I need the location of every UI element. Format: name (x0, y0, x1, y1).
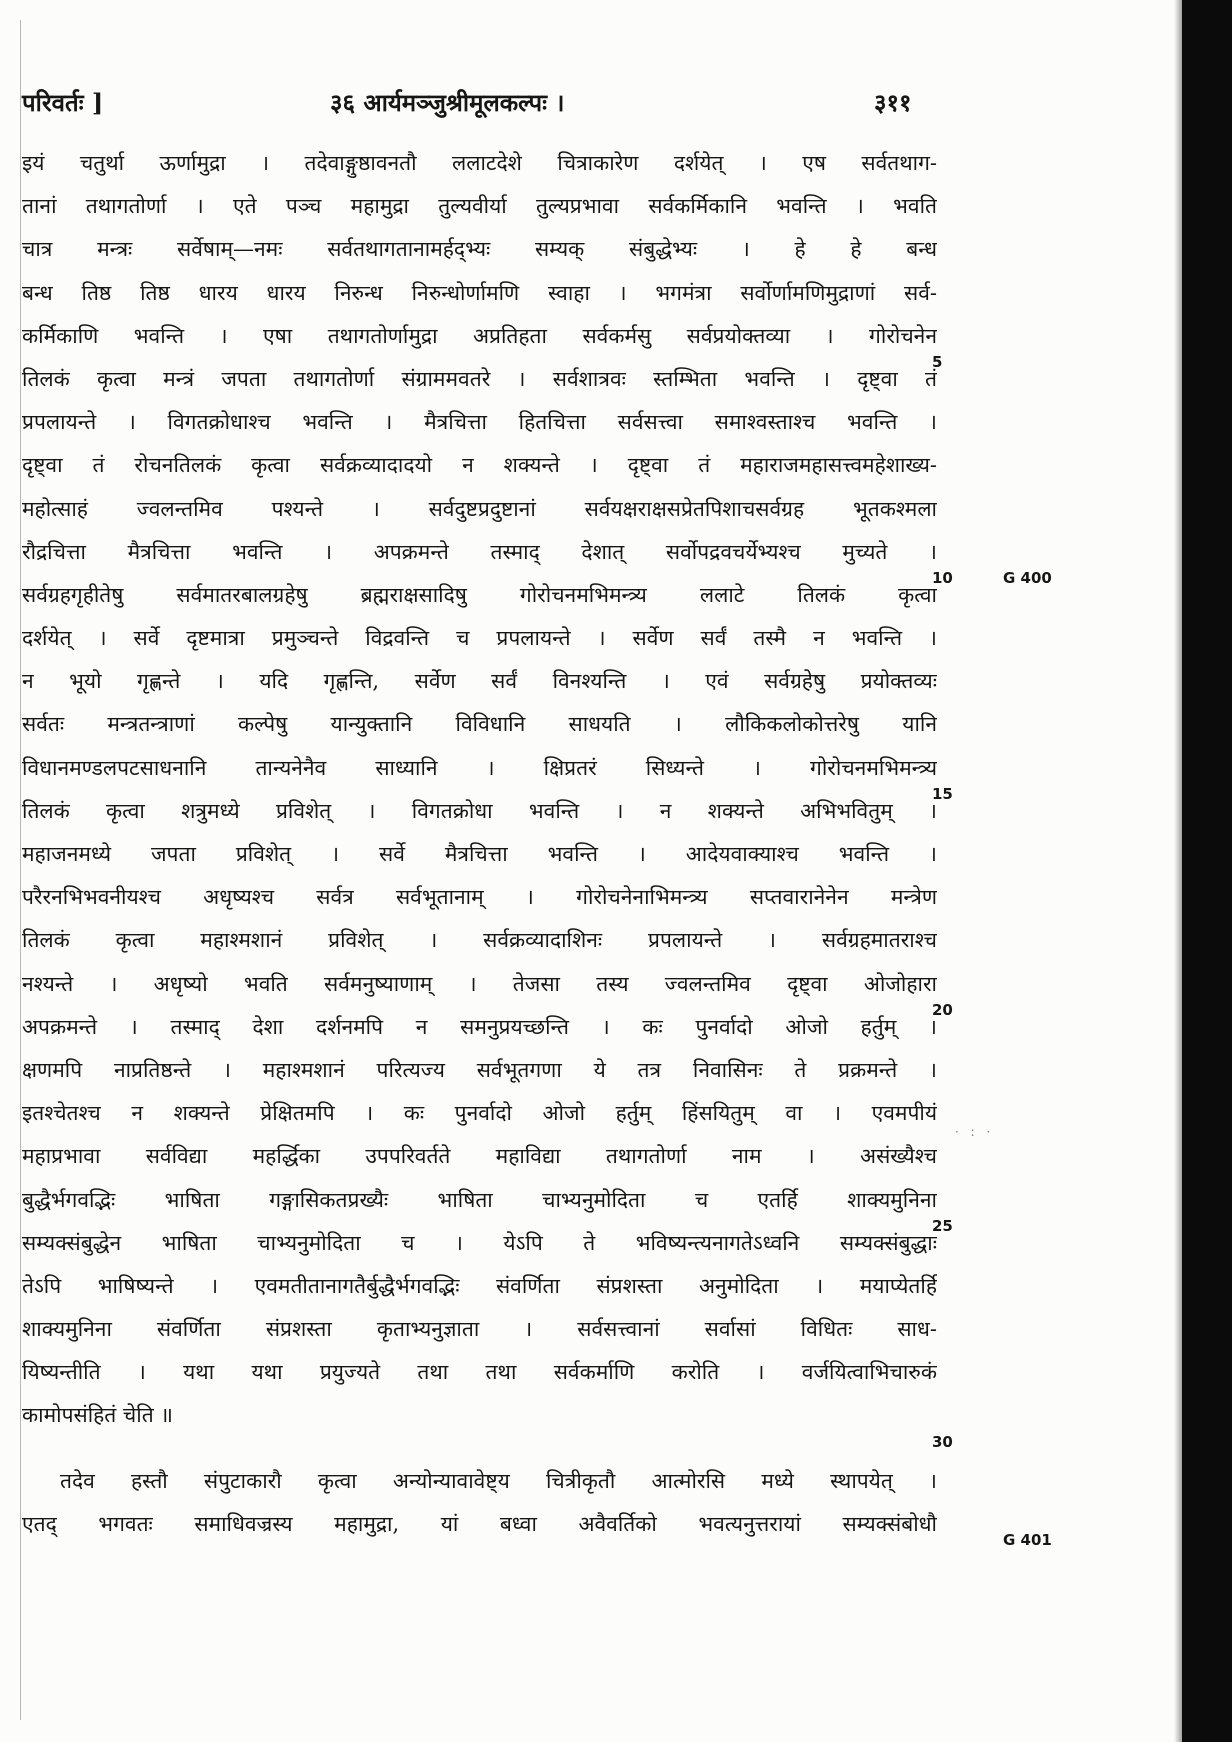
text-line: क्षणमपि नाप्रतिष्ठन्ते । महाश्मशानं परित्यज्य सर्वभूतगणा ये तत्र निवासिनः ते प्रक्रमन्ते । (22, 1057, 937, 1082)
text-line: तानां तथागतोर्णा । एते पञ्च महामुद्रा तुल्यवीर्या तुल्यप्रभावा सर्वकर्मिकानि भवन्ति । भवति (22, 194, 937, 219)
text-line: प्रपलायन्ते । विगतक्रोधाश्च भवन्ति । मैत्रचित्ता हितचित्ता सर्वसत्त्वा समाश्वस्ताश्च भवन्ति । (22, 410, 937, 435)
text-line: कर्मिकाणि भवन्ति । एषा तथागतोर्णामुद्रा अप्रतिहता सर्वकर्मसु सर्वप्रयोक्तव्या । गोरोचनेन (22, 323, 937, 348)
text-line: सर्वतः मन्त्रतन्त्राणां कल्पेषु यान्युक्तानि विविधानि साधयति । लौकिकलोकोत्तरेषु यानि (22, 712, 937, 737)
text-line: सर्वग्रहगृहीतेषु सर्वमातरबालग्रहेषु ब्रह्मराक्षसादिषु गोरोचनमभिमन्त्र्य ललाटे तिलकं कृत्वा (22, 582, 937, 607)
margin-line-number: 20 (932, 1001, 953, 1019)
margin-line-number: 10 (932, 569, 953, 587)
text-line: नश्यन्ते । अधृष्यो भवति सर्वमनुष्याणाम् । तेजसा तस्य ज्वलन्तमिव दृष्ट्वा ओजोहारा (22, 971, 937, 996)
page-number: ३११ (874, 88, 912, 117)
body-text (22, 142, 937, 1546)
text-line: तिलकं कृत्वा शत्रुमध्ये प्रविशेत् । विगतक्रोधा भवन्ति । न शक्यन्ते अभिभवितुम् । (22, 798, 937, 823)
edition-page-reference: G 401 (1003, 1531, 1052, 1549)
text-line: तिलकं कृत्वा मन्त्रं जपता तथागतोर्णा संग्राममवतरे । सर्वशात्रवः स्तम्भिता भवन्ति । दृष्ट्वा तं (22, 366, 937, 391)
book-title: ३६ आर्यमञ्जुश्रीमूलकल्पः । (330, 88, 565, 117)
text-line: विधानमण्डलपटसाधनानि तान्यनेनैव साध्यानि । क्षिप्रतरं सिध्यन्ते । गोरोचनमभिमन्त्र्य (22, 755, 937, 780)
text-line: महाजनमध्ये जपता प्रविशेत् । सर्वे मैत्रचित्ता भवन्ति । आदेयवाक्याश्च भवन्ति । (22, 842, 937, 866)
scan-speckles: · : · (955, 1125, 995, 1139)
text-line: बन्ध तिष्ठ तिष्ठ धारय धारय निरुन्ध निरुन्धोर्णामणि स्वाहा । भगमंत्रा सर्वोर्णामणिमुद्राणां सर्व- (22, 280, 937, 305)
running-header (22, 86, 942, 126)
text-line: तेऽपि भाषिष्यन्ते । एवमतीतानागतैर्बुद्धैर्भगवद्भिः संवर्णिता संप्रशस्ता अनुमोदिता । मयाप्येतर्हि (22, 1273, 937, 1298)
book-spine (1182, 0, 1232, 1742)
text-line: अपक्रमन्ते । तस्माद् देशा दर्शनमपि न समनुप्रयच्छन्ति । कः पुनर्वादो ओजो हर्तुम् । (22, 1014, 937, 1039)
margin-line-number: 5 (932, 353, 943, 371)
text-line: दृष्ट्वा तं रोचनतिलकं कृत्वा सर्वक्रव्यादादयो न शक्यन्ते । दृष्ट्वा तं महाराजमहासत्त्वमहेशाख्य- (22, 453, 937, 478)
text-line: तदेव हस्तौ संपुटाकारौ कृत्वा अन्योन्यावावेष्ट्य चित्रीकृतौ आत्मोरसि मध्ये स्थापयेत् । (60, 1468, 937, 1493)
text-line: तिलकं कृत्वा महाश्मशानं प्रविशेत् । सर्वक्रव्यादाशिनः प्रपलायन्ते । सर्वग्रहमातराश्च (22, 928, 937, 953)
text-line: परैरनभिभवनीयश्च अधृष्यश्च सर्वत्र सर्वभूतानाम् । गोरोचनेनाभिमन्त्र्य सप्तवारानेनेन मन्त्रेण (22, 885, 937, 910)
paragraph-gap (22, 1438, 937, 1460)
text-line: बुद्धैर्भगवद्भिः भाषिता गङ्गासिकतप्रख्यैः भाषिता चाभ्यनुमोदिता च एतर्हि शाक्यमुनिना (22, 1187, 937, 1212)
margin-line-number: 25 (932, 1217, 953, 1235)
text-line: दर्शयेत् । सर्वे दृष्टमात्रा प्रमुञ्चन्ते विद्रवन्ति च प्रपलायन्ते । सर्वेण सर्वं तस्मै न भवन्ति । (22, 626, 937, 651)
margin-line-number: 30 (932, 1433, 953, 1451)
text-line: चात्र मन्त्रः सर्वेषाम्—नमः सर्वतथागतानामर्हद्भ्यः सम्यक् संबुद्धेभ्यः । हे हे बन्ध (22, 237, 937, 262)
page-edge-rule (20, 20, 21, 1720)
text-line: कामोपसंहितं चेति ॥ (22, 1403, 173, 1428)
text-line: एतद् भगवतः समाधिवज्रस्य महामुद्रा, यां बध्वा अवैवर्तिको भवत्यनुत्तरायां सम्यक्संबोधौ (22, 1511, 937, 1536)
text-line: सम्यक्संबुद्धेन भाषिता चाभ्यनुमोदिता च । येऽपि ते भविष्यन्त्यनागतेऽध्वनि सम्यक्संबुद्धाः (22, 1230, 937, 1255)
text-line: शाक्यमुनिना संवर्णिता संप्रशस्ता कृताभ्यनुज्ञाता । सर्वसत्त्वानां सर्वासां विधितः साध- (22, 1317, 937, 1342)
margin-line-number: 15 (932, 785, 953, 803)
text-line: यिष्यन्तीति । यथा यथा प्रयुज्यते तथा तथा सर्वकर्माणि करोति । वर्जयित्वाभिचारुकं (22, 1360, 937, 1385)
edition-page-reference: G 400 (1003, 569, 1052, 587)
text-line: इतश्चेतश्च न शक्यन्ते प्रेक्षितमपि । कः पुनर्वादो ओजो हर्तुम् हिंसयितुम् वा । एवमपीयं (22, 1101, 937, 1126)
text-line: महोत्साहं ज्वलन्तमिव पश्यन्ते । सर्वदुष्टप्रदुष्टानां सर्वयक्षराक्षसप्रेतपिशाचसर्वग्रह भूतकश्मला (22, 496, 937, 521)
text-line: न भूयो गृह्णन्ते । यदि गृह्णन्ति, सर्वेण सर्वं विनश्यन्ति । एवं सर्वग्रहेषु प्रयोक्तव्यः (22, 669, 937, 694)
text-line: इयं चतुर्था ऊर्णामुद्रा । तदेवाङ्गुष्ठावनतौ ललाटदेशे चित्राकारेण दर्शयेत् । एष सर्वतथाग- (22, 151, 937, 175)
text-line: महाप्रभावा सर्वविद्या महर्द्धिका उपपरिवर्तते महाविद्या तथागतोर्णा नाम । असंख्यैश्च (22, 1144, 937, 1169)
spine-shadow (1174, 0, 1182, 1742)
text-line: रौद्रचित्ता मैत्रचित्ता भवन्ति । अपक्रमन्ते तस्माद् देशात् सर्वोपद्रवचर्येभ्यश्च मुच्यते । (22, 539, 937, 564)
chapter-label: परिवर्तः ] (22, 88, 104, 117)
